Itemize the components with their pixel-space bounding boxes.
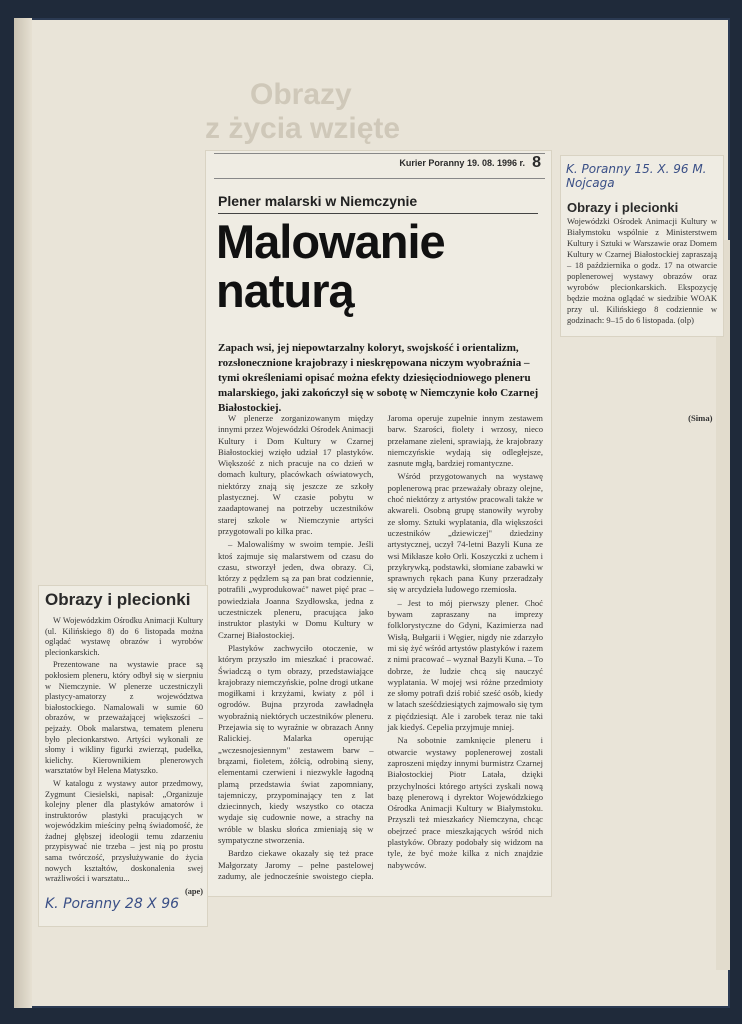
masthead bbox=[214, 153, 545, 179]
article-paragraph: Wśród przygotowanych na wystawę poplenerową prac przeważały obrazy olejne, choć niektórzy z artystów pracowali także w akwareli. Osobną grupę stanowiły wyroby ze słomy. Sztuki wyplatania, dla większości uczestników „dziewiczej" dziedziny artystycznej, uczył 74-letni Bazyli Kuna ze wsi Mikłasze koło Orli. Koszyczki z uchem i przykrywką, podstawki, słomiane zabawki w sprawnych rękach pana Kuny przeradzały się w arcydzieła ludowego rzemiosła. bbox=[387, 471, 543, 595]
article-headline bbox=[216, 217, 546, 315]
notice-body-right: Wojewódzki Ośrodek Animacji Kultury w Białymstoku wspólnie z Ministerstwem Kultury i Sztuki w Warszawie oraz Domem Kultury w Czarnej Białostockiej zapraszają – 18 października o godz. 17 na otwarcie poplenerowej wystawy obrazów oraz wyrobów plecionkarskich. Ekspozycję będzie można oglądać w siedzibie WOAK przy ul. Kilińskiego 8 codziennie w godzinach: 9–15 do 6 listopada. (olp) bbox=[567, 216, 717, 325]
ghost-title-1: Obrazy bbox=[250, 78, 352, 111]
notice-paragraph: W katalogu z wystawy autor przedmowy, Zygmunt Ciesielski, napisał: „Organizuje kolejny plener dla plastyków amatorów i instruktorów plastyki pracujących w wojewódzkim mieściny pełną świadomość, że żadnej głębszej ideologii temu zdarzeniu przypisywać nie trzeba – jest nią po prostu sama twórczość, przysłużywanie do życia nowych kształtów, doskonalenia swej wrażliwości i warsztatu... bbox=[45, 778, 203, 884]
source-date: Kurier Poranny 19. 08. 1996 r. bbox=[399, 158, 525, 168]
handwritten-note-right: K. Poranny 15. X. 96 M. Nojcaga bbox=[566, 162, 707, 190]
article-lead: Zapach wsi, jej niepowtarzalny koloryt, swojskość i orientalizm, rozsłonecznione krajobrazy i nieskrępowana niczym wyobraźnia – tymi określeniami opisać można efekty dziesięciodniowego pleneru malarskiego, jaki zakończył się w sobotę w Niemczynie koło Czarnej Białostockiej. bbox=[218, 342, 539, 414]
article-paragraph: Plastyków zachwyciło otoczenie, w którym przyszło im mieszkać i pracować. Świadczą o tym obrazy, przedstawiające krajobrazy niemczyńskie, polne drogi utkane mogiłkami i krzyżami, kwiaty z pól i ogrodów. Bujna przyroda zawładnęła wyobraźnią niektórych uczestników pleneru. Przejawia się to wyraźnie w obrazach Anny Ralickiej. Malarka operując „wczesnojesiennym" zestawem barw – brązami, fioletem, żółcią, odrobiną sieny, elementami czerwieni i niezwykle łagodną plamą przedstawia świat zapomniany, tajemniczy, przypominający ten z lat dziecinnych, kiedy wszystko co otacza wydaje się cudownie nowe, a strachy na wróble w blasku słońca zmieniają się w sympatyczne stworzenia. bbox=[218, 642, 374, 845]
page-binding bbox=[14, 18, 32, 1008]
article-paragraph: Bardzo ciekawe okazały się też prace Małgorzaty Jaromy – pełne pastelowej zadumy, ale jednocześnie swoistego ciepła. Jaroma operuje zupełnie innym zestawem barw. Szarości, fiolety i wrzosy, nieco przełamane zieleni, sprawiają, że krajobrazy niemczyńskie wydają się odległejsze, zasnute mgłą, bardziej romantyczne. bbox=[218, 413, 543, 881]
headline-line-2: naturą bbox=[216, 264, 354, 317]
kicker-rule bbox=[218, 213, 538, 214]
notice-signature: (ape) bbox=[185, 886, 203, 896]
headline-line-1: Malowanie bbox=[216, 215, 445, 268]
ghost-title-2: z życia wzięte bbox=[205, 112, 401, 145]
notice-title-left: Obrazy i plecionki bbox=[45, 590, 191, 609]
article-signature: (Sima) bbox=[688, 413, 713, 423]
notice-title-right: Obrazy i plecionki bbox=[567, 200, 679, 215]
article-paragraph: Na sobotnie zamknięcie pleneru i otwarcie wystawy poplenerowej zostali zaproszeni między innymi burmistrz Czarnej Białostockiej Piotr Latała, dzięki przychylności którego artyści zyskali nową bazę plenerową i dyrektor Wojewódzkiego Ośrodka Animacji Kultury w Białymstoku. Przyszli też mieszkańcy Niemczyna, chcąc obejrzeć prace mieszkających wśród nich plastyków. Obrazy podobały się widzom na tyle, że być może kilka z nich znajdzie nabywców. bbox=[387, 735, 543, 870]
article-body bbox=[218, 413, 713, 883]
article-paragraph: – Malowaliśmy w swoim tempie. Jeśli ktoś zajmuje się malarstwem od czasu do czasu, stworzył jeden, dwa obrazy. Ci, którzy z pędzlem są za pan brat codziennie, potrafili „wyprodukować" nawet pięć prac – powiedziała Joanna Szydłowska, jedna z uczestniczek pleneru, pracująca jako instruktor plastyki w Domu Kultury w Czarnej Białostockiej. bbox=[218, 539, 374, 640]
handwritten-note-left: K. Poranny 28 X 96 bbox=[45, 896, 180, 912]
notice-body-left bbox=[45, 616, 203, 896]
article-paragraph: W plenerze zorganizowanym między innymi przez Wojewódzki Ośrodek Animacji Kultury i Dom Kultury w Czarnej Białostockiej wzięło udział 17 plastyków. Większość z nich pracuje na co dzień w domach kultury, placówkach oświatowych, niektórzy znają się jeszcze ze szkoły plastycznej. W czasie pobytu w zaadaptowanej na potrzeby uczestników starej szkole w Niemczynie artyści przygotowali po kilka prac. bbox=[218, 413, 374, 536]
notice-paragraph: W Wojewódzkim Ośrodku Animacji Kultury (ul. Kilińskiego 8) do 6 listopada można oglądać wystawę obrazów i wyrobów plecionkarskich. bbox=[45, 616, 203, 657]
notice-clipping-left bbox=[38, 585, 208, 927]
page-number: 8 bbox=[532, 154, 541, 171]
article-paragraph: – Jest to mój pierwszy plener. Choć bywam zapraszany na imprezy folklorystyczne do Gdyni, Kazimierza nad Wisłą, Bułgarii i Węgier, nigdy nie zdarzyło mi się żyć wśród artystów plastyków i razem z nimi pracować – wyznał Bazyli Kuna. – To dobrze, że ludzie chcą się nauczyć wyplatania. W mojej wsi różne przedmioty ze słomy potrafi dziś robić sześć osób, kiedy w latach sześćdziesiątych zajmowało się tym z pięćdziesiąt. Ale i zarobek teraz nie taki jak kiedyś. Cepelia przyjmuje mniej. bbox=[387, 597, 543, 733]
notice-clipping-right bbox=[560, 155, 724, 337]
notice-paragraph: Prezentowane na wystawie prace są pokłosiem pleneru, który odbył się w sierpniu w Niemczynie. W plenerze uczestniczyli plastycy-amatorzy z województwa białostockiego. Namalowali w sumie 60 obrazów, w przeważającej większości – pejzaży. Obok malarstwa, tematem pleneru było plecionkarstwo. Artyści wykonali ze słomy i wikliny figurki zwierząt, pudełka, kielichy. Kierownikiem plenerowych warsztatów był Helena Matyszko. bbox=[45, 660, 203, 776]
adjacent-clipping-edge bbox=[716, 240, 730, 970]
article-kicker: Plener malarski w Niemczynie bbox=[218, 193, 418, 209]
